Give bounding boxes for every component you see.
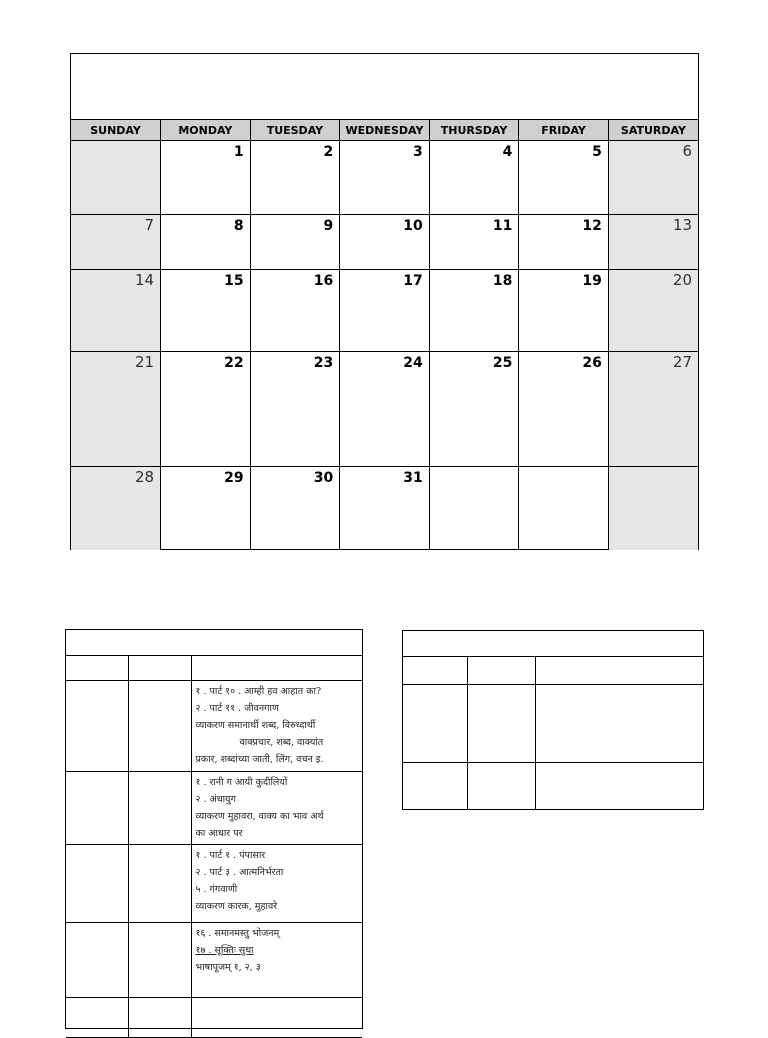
plan-row <box>66 681 362 772</box>
day-cell <box>71 141 161 215</box>
day-cell <box>161 467 251 550</box>
day-number: 19 <box>582 273 602 289</box>
calendar-title <box>71 54 698 120</box>
day-number: 27 <box>672 353 692 371</box>
plan-cell <box>403 763 467 810</box>
plan-row <box>66 845 362 923</box>
day-number: 8 <box>233 218 244 234</box>
plan-header-cell <box>191 656 362 681</box>
plan-line: २ . अंधायुग <box>195 794 236 805</box>
day-number: 24 <box>403 355 423 371</box>
day-cell <box>250 352 340 467</box>
plan-cell <box>66 845 128 923</box>
plan-cell <box>128 681 191 772</box>
plan-cell <box>66 998 128 1038</box>
plan-header-row <box>66 656 362 681</box>
plan-cell <box>467 685 535 763</box>
plan-line: २ . पार्ट ३ . आत्मनिर्भरता <box>195 867 284 878</box>
plan-row <box>66 998 362 1038</box>
plan-cell <box>66 923 128 998</box>
day-cell <box>519 467 609 550</box>
weekday-header: SATURDAY <box>608 120 698 141</box>
plan-header-cell <box>467 657 535 685</box>
day-cell <box>340 215 430 270</box>
weekday-header: FRIDAY <box>519 120 609 141</box>
day-cell <box>429 352 519 467</box>
plan-line: २ . पार्ट ११ . जीवनगाण <box>195 703 279 714</box>
day-cell <box>608 467 698 550</box>
weekday-header: SUNDAY <box>71 120 161 141</box>
plan-cell <box>66 772 128 845</box>
day-number: 31 <box>403 470 423 486</box>
plan-cell <box>467 763 535 810</box>
day-cell <box>519 141 609 215</box>
plan-header-cell <box>535 657 703 685</box>
day-number: 25 <box>492 355 513 371</box>
day-cell <box>161 352 251 467</box>
day-number: 30 <box>313 470 334 486</box>
day-cell <box>608 352 698 467</box>
day-number: 16 <box>313 273 334 289</box>
plan-line: व्याकरण समानार्थी शब्द, विरुध्दार्थी <box>195 720 316 731</box>
day-number: 13 <box>672 216 692 234</box>
plan-cell <box>128 845 191 923</box>
day-number: 29 <box>224 470 244 486</box>
plan-cell <box>128 772 191 845</box>
week-row <box>71 352 698 467</box>
week-row <box>71 270 698 352</box>
plan-cell <box>128 923 191 998</box>
plan-cell <box>403 685 467 763</box>
day-cell <box>519 270 609 352</box>
plan-title-cell <box>66 630 362 656</box>
plan-cell <box>535 685 703 763</box>
plan-line: वाक्प्रचार, शब्द, वाक्यांत <box>239 737 324 748</box>
day-cell <box>340 352 430 467</box>
plan-header-cell <box>66 656 128 681</box>
day-number: 21 <box>134 353 155 371</box>
weekday-header-row <box>71 120 698 141</box>
lesson-plan-table <box>66 630 362 1038</box>
plan-line: १ . पार्ट १ . पंपासार <box>195 850 266 861</box>
day-number: 26 <box>582 355 602 371</box>
plan-line: भाषापूजम् १, २, ३ <box>195 962 261 973</box>
day-number: 6 <box>682 142 692 160</box>
lesson-plan-right <box>402 630 704 810</box>
plan-header-cell <box>128 656 191 681</box>
day-number: 4 <box>502 144 513 160</box>
lesson-plan-table <box>403 631 703 810</box>
weekday-header: MONDAY <box>161 120 251 141</box>
day-number: 7 <box>144 216 155 234</box>
day-number: 5 <box>592 144 602 160</box>
day-cell <box>71 352 161 467</box>
day-cell <box>250 467 340 550</box>
plan-line: ५ . गंगवाणी <box>195 884 238 895</box>
day-cell <box>71 270 161 352</box>
day-cell <box>71 215 161 270</box>
week-row <box>71 467 698 550</box>
weekday-header: THURSDAY <box>429 120 519 141</box>
day-number: 28 <box>134 468 155 486</box>
day-cell <box>250 215 340 270</box>
day-cell <box>519 215 609 270</box>
plan-content-cell <box>191 845 362 923</box>
day-number: 2 <box>323 144 334 160</box>
day-cell <box>519 352 609 467</box>
plan-title-cell <box>403 631 703 657</box>
day-cell <box>161 141 251 215</box>
weekday-header: TUESDAY <box>250 120 340 141</box>
day-cell <box>429 215 519 270</box>
plan-row <box>403 685 703 763</box>
day-number: 23 <box>313 355 334 371</box>
week-row <box>71 215 698 270</box>
day-number: 1 <box>233 144 244 160</box>
day-number: 17 <box>403 273 423 289</box>
calendar-grid <box>71 120 698 550</box>
day-number: 20 <box>672 271 692 289</box>
day-cell <box>161 215 251 270</box>
day-cell <box>340 270 430 352</box>
day-cell <box>340 467 430 550</box>
weekday-header: WEDNESDAY <box>340 120 430 141</box>
day-number: 15 <box>224 273 244 289</box>
plan-cell <box>128 998 191 1038</box>
plan-header-row <box>403 657 703 685</box>
plan-line: १ . पार्ट १० . आम्ही हव आहात का? <box>195 686 322 697</box>
day-cell <box>161 270 251 352</box>
plan-line: १६ . समानमस्तु भोजनम् <box>195 928 280 939</box>
plan-title-row <box>403 631 703 657</box>
day-cell <box>250 270 340 352</box>
day-cell <box>340 141 430 215</box>
day-cell <box>429 141 519 215</box>
plan-content-cell <box>191 681 362 772</box>
plan-cell <box>535 763 703 810</box>
plan-line: १ . रानी ग आयी कुदीलियों <box>195 777 288 788</box>
plan-content-cell <box>191 772 362 845</box>
day-number: 14 <box>134 271 155 289</box>
day-cell <box>608 141 698 215</box>
day-cell <box>608 270 698 352</box>
day-number: 3 <box>413 144 423 160</box>
plan-row <box>66 923 362 998</box>
plan-line: का आधार पर <box>195 828 243 839</box>
plan-line: प्रकार, शब्दांच्या जाती, लिंग, वचन इ. <box>195 754 324 765</box>
day-cell <box>429 270 519 352</box>
plan-title-row <box>66 630 362 656</box>
plan-header-cell <box>403 657 467 685</box>
calendar <box>70 53 699 550</box>
plan-line: व्याकरण कारक, मुहावरे <box>195 901 278 912</box>
plan-row <box>66 772 362 845</box>
plan-row <box>403 763 703 810</box>
day-number: 22 <box>224 355 244 371</box>
day-cell <box>429 467 519 550</box>
plan-line: व्याकरण मुहावरा, वाक्य का भाव अर्थ <box>195 811 324 822</box>
plan-cell <box>66 681 128 772</box>
plan-content-cell <box>191 923 362 998</box>
day-number: 12 <box>582 218 602 234</box>
day-cell <box>71 467 161 550</box>
day-cell <box>250 141 340 215</box>
day-number: 18 <box>492 273 513 289</box>
lesson-plan-left <box>65 629 363 1029</box>
plan-content-cell <box>191 998 362 1038</box>
plan-line: १७ . सूक्तिः सुधा <box>195 945 254 956</box>
day-number: 10 <box>403 218 423 234</box>
week-row <box>71 141 698 215</box>
day-cell <box>608 215 698 270</box>
day-number: 9 <box>323 218 334 234</box>
day-number: 11 <box>492 218 513 234</box>
